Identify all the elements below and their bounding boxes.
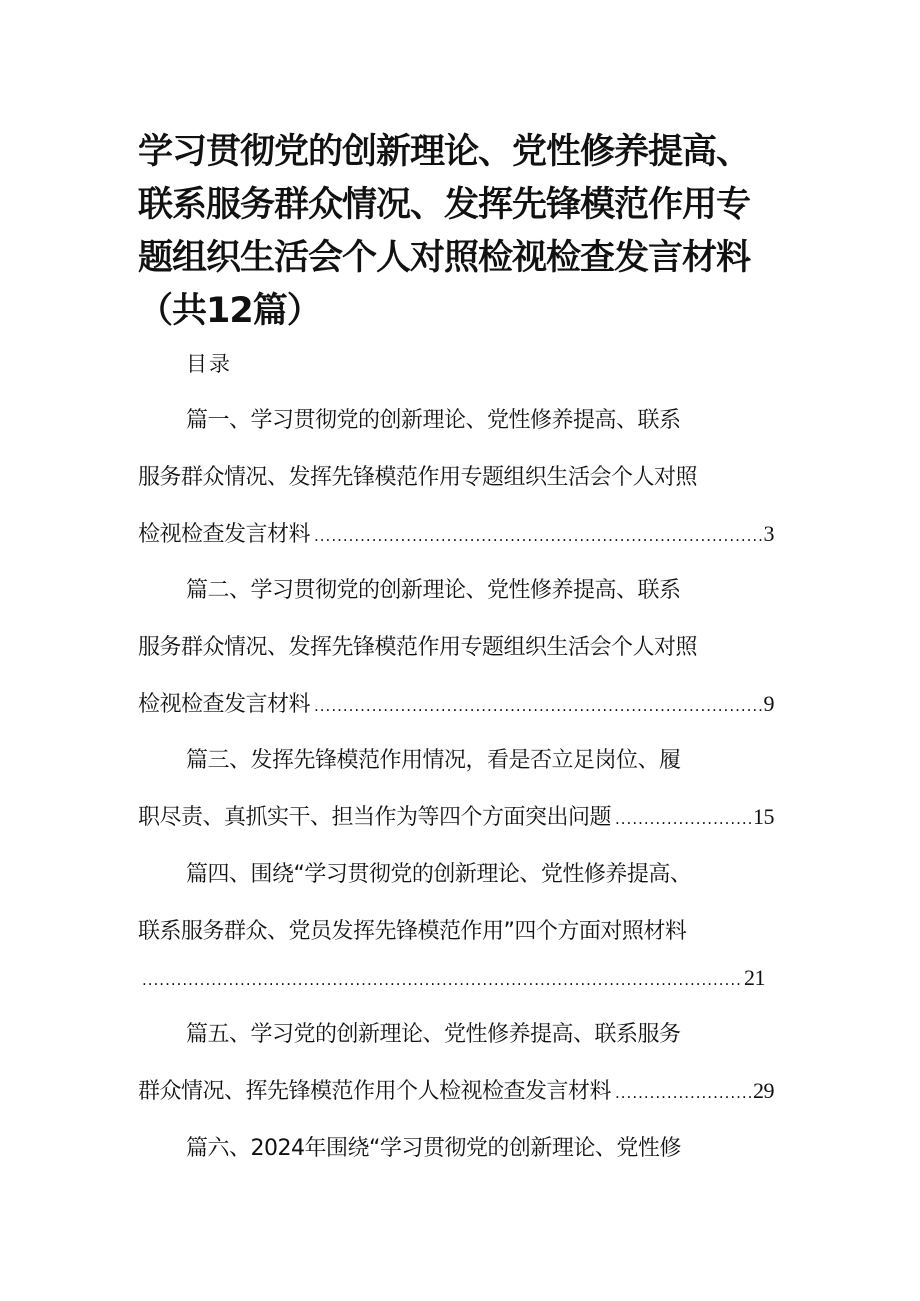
toc-entry-2-line-2[interactable]: 服务群众情况、发挥先锋模范作用专题组织生活会个人对照 bbox=[138, 635, 698, 660]
toc-entry-3-line-1[interactable]: 篇三、发挥先锋模范作用情况，看是否立足岗位、履 bbox=[186, 748, 681, 773]
toc-entry-3-text: 职尽责、真抓实干、担当作为等四个方面突出问题 bbox=[138, 805, 612, 830]
toc-entry-4-page: 21 bbox=[744, 965, 765, 990]
toc-entry-2-page: 9 bbox=[763, 691, 774, 716]
toc-entry-5-text: 群众情况、挥先锋模范作用个人检视检查发言材料 bbox=[138, 1079, 612, 1104]
toc-entry-1-line-1[interactable]: 篇一、学习贯彻党的创新理论、党性修养提高、联系 bbox=[186, 408, 681, 433]
dot-leader bbox=[314, 527, 761, 545]
toc-entry-5-line-2[interactable] bbox=[138, 1074, 774, 1105]
toc-entry-3-line-2[interactable] bbox=[138, 800, 774, 831]
toc-entry-1-line-3[interactable] bbox=[138, 517, 774, 548]
toc-entry-4-line-1[interactable]: 篇四、围绕“学习贯彻党的创新理论、党性修养提高、 bbox=[186, 862, 692, 887]
toc-entry-3-page: 15 bbox=[753, 804, 774, 829]
dot-leader bbox=[615, 810, 751, 828]
toc-entry-4-line-3[interactable] bbox=[138, 965, 765, 991]
toc-entry-5-line-1[interactable]: 篇五、学习党的创新理论、党性修养提高、联系服务 bbox=[186, 1022, 681, 1047]
toc-entry-4-line-2[interactable]: 联系服务群众、党员发挥先锋模范作用”四个方面对照材料 bbox=[138, 919, 687, 944]
dot-leader bbox=[142, 971, 742, 989]
dot-leader bbox=[615, 1084, 751, 1102]
toc-entry-5-page: 29 bbox=[753, 1078, 774, 1103]
toc-entry-6-line-1[interactable]: 篇六、2024年围绕“学习贯彻党的创新理论、党性修 bbox=[186, 1136, 681, 1161]
toc-entry-2-line-3[interactable] bbox=[138, 687, 774, 718]
toc-entry-1-line-2[interactable]: 服务群众情况、发挥先锋模范作用专题组织生活会个人对照 bbox=[138, 465, 698, 490]
toc-entry-1-page: 3 bbox=[763, 521, 774, 546]
toc-heading: 目录 bbox=[186, 352, 232, 376]
toc-entry-1-text: 检视检查发言材料 bbox=[138, 522, 311, 547]
document-title: 学习贯彻党的创新理论、党性修养提高、联系服务群众情况、发挥先锋模范作用专题组织生活会个人对照检视检查发言材料（共12篇） bbox=[138, 132, 751, 331]
dot-leader bbox=[314, 697, 761, 715]
toc-entry-2-text: 检视检查发言材料 bbox=[138, 692, 311, 717]
toc-entry-2-line-1[interactable]: 篇二、学习贯彻党的创新理论、党性修养提高、联系 bbox=[186, 578, 681, 603]
